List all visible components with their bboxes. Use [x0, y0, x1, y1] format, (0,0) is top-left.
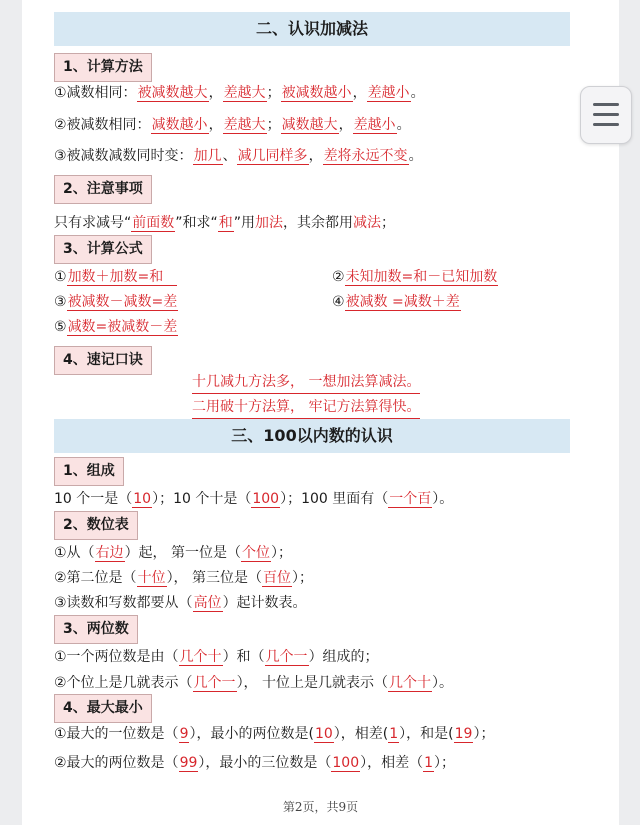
text: ②个位上是几就表示（ [54, 675, 193, 691]
answer: 9 [179, 726, 189, 742]
text: ⑤ [54, 319, 67, 335]
text: 、 [222, 148, 237, 164]
text: ”和求“ [175, 215, 218, 231]
subheading-formulas: 3、计算公式 [54, 235, 152, 264]
text: ①从（ [54, 545, 95, 561]
subheading-notes: 2、注意事项 [54, 175, 152, 204]
answer: 100 [252, 491, 280, 507]
answer: 19 [454, 726, 473, 742]
two-digit-line-1 [54, 645, 379, 669]
text: ①一个两位数是由（ [54, 649, 179, 665]
max-min-line-2 [54, 751, 455, 775]
answer: 差越小 [353, 117, 396, 133]
answer: 一个百 [389, 491, 432, 507]
answer: 被减数越大 [137, 85, 208, 101]
answer: 几个一 [265, 649, 308, 665]
answer: 被减数 =减数＋差 [345, 294, 460, 310]
answer: 减数越小 [151, 117, 208, 133]
text: ； [266, 85, 281, 101]
answer: 加数＋加数=和 [67, 269, 178, 286]
answer: 加法 [255, 215, 284, 231]
text: 只有求减号“ [54, 215, 132, 231]
text: ），最小的两位数是( [189, 726, 314, 742]
mnemonic-line-1: 十几减九方法多， 一想加法算减法。 [192, 371, 420, 394]
subheading-max-min: 4、最大最小 [54, 694, 152, 723]
subheading-calculation-method: 1、计算方法 [54, 53, 152, 82]
text: ； [266, 117, 281, 133]
section-heading-numbers-within-100: 三、100以内数的认识 [54, 419, 570, 453]
answer: 1 [389, 726, 399, 742]
answer: 差越大 [223, 85, 266, 101]
answer: 100 [332, 755, 360, 771]
text: ）， 十位上是几就表示（ [236, 675, 389, 691]
text: ②最大的两位数是（ [54, 755, 179, 771]
text: ，其余都用 [283, 215, 354, 231]
answer: 差越小 [367, 85, 410, 101]
text: ）， 第三位是（ [166, 570, 263, 586]
text: ， [208, 85, 223, 101]
text: ， [208, 117, 223, 133]
document-page [22, 0, 619, 825]
text: ）和（ [222, 649, 265, 665]
text: ），最小的三位数是（ [198, 755, 332, 771]
page-number-footer: 第2页，共9页 [282, 800, 359, 814]
menu-bar [593, 123, 619, 126]
formula-3 [54, 290, 178, 314]
section-heading-addition-subtraction: 二、认识加减法 [54, 12, 570, 46]
text: ④ [332, 294, 345, 310]
subheading-mnemonic: 4、速记口诀 [54, 346, 152, 375]
answer: 几个一 [193, 675, 236, 691]
text: ）；10 个十是（ [152, 491, 252, 507]
answer: 高位 [193, 595, 222, 611]
text: ， [338, 117, 353, 133]
text: ， [308, 148, 323, 164]
notes-line [54, 211, 395, 235]
text: ），相差( [333, 726, 389, 742]
answer: 被减数－减数=差 [67, 294, 178, 310]
place-value-line-1 [54, 541, 292, 565]
text: ②被减数相同： [54, 117, 151, 133]
answer: 十位 [137, 570, 166, 586]
method-line-1 [54, 81, 425, 105]
answer: 99 [179, 755, 198, 771]
text: ②第二位是（ [54, 570, 137, 586]
text: ），和是( [399, 726, 454, 742]
text: ）。 [432, 675, 454, 691]
text: ），相差（ [360, 755, 424, 771]
answer: 减数=被减数－差 [67, 319, 178, 335]
formula-4 [332, 290, 461, 314]
max-min-line-1 [54, 722, 494, 746]
menu-bar [593, 103, 619, 106]
text: ）； [292, 570, 314, 586]
menu-bar [593, 113, 619, 116]
text: ； [381, 215, 396, 231]
answer: 个位 [242, 545, 271, 561]
method-line-2 [54, 113, 411, 137]
answer: 百位 [263, 570, 292, 586]
text: ③被减数减数同时变： [54, 148, 193, 164]
subheading-composition: 1、组成 [54, 457, 124, 486]
answer: 前面数 [132, 215, 175, 231]
place-value-line-3 [54, 591, 307, 615]
answer: 1 [424, 755, 434, 771]
text: ）起计数表。 [222, 595, 307, 611]
method-line-3 [54, 144, 423, 168]
text: ， [352, 85, 367, 101]
text: ）组成的； [308, 649, 379, 665]
answer: 差越大 [223, 117, 266, 133]
answer: 10 [133, 491, 152, 507]
subheading-place-value-table: 2、数位表 [54, 511, 138, 540]
text: 。 [396, 117, 411, 133]
text: ）。 [432, 491, 454, 507]
answer: 右边 [95, 545, 124, 561]
mnemonic-line-2: 二用破十方法算， 牢记方法算得快。 [192, 396, 420, 419]
answer: 加几 [193, 148, 222, 164]
text: ①减数相同： [54, 85, 137, 101]
text: 。 [408, 148, 423, 164]
two-digit-line-2 [54, 671, 453, 695]
answer: 减数越大 [281, 117, 338, 133]
answer: 被减数越小 [281, 85, 352, 101]
text: ③读数和写数都要从（ [54, 595, 193, 611]
answer: 差将永远不变 [323, 148, 408, 164]
text: ”用 [233, 215, 256, 231]
text: ② [332, 269, 345, 285]
formula-5 [54, 315, 178, 339]
answer: 几个十 [389, 675, 432, 691]
text: ）； [271, 545, 293, 561]
text: ）； [434, 755, 456, 771]
text: ①最大的一位数是（ [54, 726, 179, 742]
answer: 10 [314, 726, 333, 742]
answer: 和 [218, 215, 233, 231]
text: 。 [410, 85, 425, 101]
answer: 减几同样多 [237, 148, 308, 164]
formula-1 [54, 265, 177, 289]
answer: 未知加数=和－已知加数 [345, 269, 498, 285]
answer: 几个十 [179, 649, 222, 665]
text: ）起， 第一位是（ [124, 545, 242, 561]
formula-2 [332, 265, 498, 289]
answer: 减法 [353, 215, 382, 231]
text: 10 个一是（ [54, 491, 133, 507]
place-value-line-2 [54, 566, 313, 590]
text: ）；100 里面有（ [280, 491, 389, 507]
subheading-two-digit-numbers: 3、两位数 [54, 615, 138, 644]
hamburger-menu-icon[interactable] [580, 86, 632, 144]
text: ）； [473, 726, 495, 742]
composition-line [54, 487, 453, 511]
text: ① [54, 269, 67, 285]
text: ③ [54, 294, 67, 310]
